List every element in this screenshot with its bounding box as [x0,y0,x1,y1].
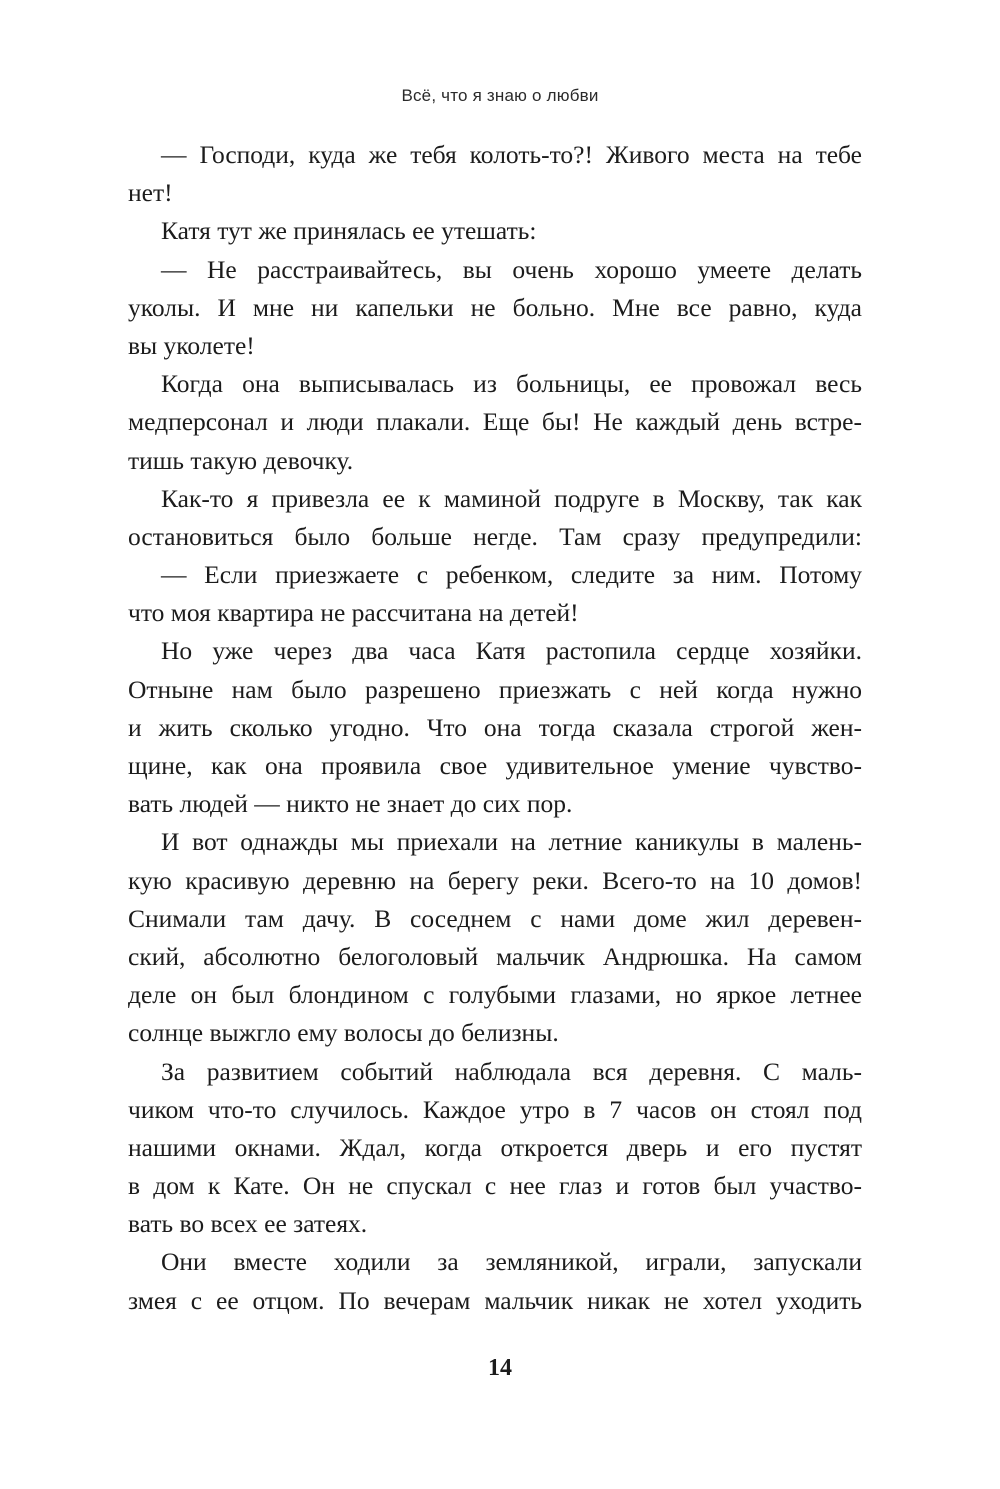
text-line: в дом к Кате. Он не спускал с нее глаз и готов был участво- [128,1171,862,1201]
text-line: деле он был блондином с голубыми глазами, но яркое летнее [128,980,862,1010]
text-line: Снимали там дачу. В соседнем с нами доме жил деревен- [128,903,862,933]
text-line: тишь такую девочку. [128,445,354,475]
text-line: И вот однажды мы приехали на летние каникулы в малень- [161,827,862,857]
text-line: Но уже через два часа Катя растопила сердце хозяйки. [161,636,862,666]
page-number: 14 [488,1355,512,1381]
text-line: солнце выжгло ему волосы до белизны. [128,1018,559,1048]
text-line: — Господи, куда же тебя колоть-то?! Живого места на тебе [161,140,862,169]
text-line: нет! [128,178,173,208]
text-line: и жить сколько угодно. Что она тогда сказала строгой жен- [128,712,862,742]
text-line: медперсонал и люди плакали. Еще бы! Не каждый день встре- [128,407,862,437]
text-line: уколы. И мне ни капельки не больно. Мне все равно, куда [128,292,862,322]
text-line: остановиться было больше негде. Там сразу предупредили: [128,521,862,551]
text-line: щине, как она проявила свое удивительное умение чувство- [128,751,862,780]
running-head: Всё, что я знаю о любви [401,86,599,105]
text-line: вать людей — никто не знает до сих пор. [128,789,573,819]
text-line: Катя тут же принялась ее утешать: [161,216,537,246]
text-line: кую красивую деревню на берегу реки. Всего-то на 10 домов! [128,865,862,895]
text-line: чиком что-то случилось. Каждое утро в 7 часов он стоял под [128,1094,862,1124]
body-text [128,136,862,1320]
text-line: что моя квартира не рассчитана на детей! [128,598,579,628]
text-line: Отныне нам было разрешено приезжать с ней когда нужно [128,674,862,704]
text-line: нашими окнами. Ждал, когда откроется дверь и его пустят [128,1132,862,1162]
text-line: змея с ее отцом. По вечерам мальчик никак не хотел уходить [128,1285,862,1315]
text-line: Они вместе ходили за земляникой, играли, запускали [161,1247,862,1277]
text-line: вы уколете! [128,330,255,360]
text-line: За развитием событий наблюдала вся деревня. С маль- [161,1056,862,1086]
text-line: вать во всех ее затеях. [128,1209,368,1239]
text-line: — Не расстраивайтесь, вы очень хорошо умеете делать [161,254,862,284]
text-line: Когда она выписывалась из больницы, ее провожал весь [161,369,862,399]
text-line: — Если приезжаете с ребенком, следите за ним. Потому [161,560,862,590]
text-line: Как-то я привезла ее к маминой подруге в Москву, так как [161,483,862,513]
text-line: ский, абсолютно белоголовый мальчик Андрюшка. На самом [128,941,862,971]
